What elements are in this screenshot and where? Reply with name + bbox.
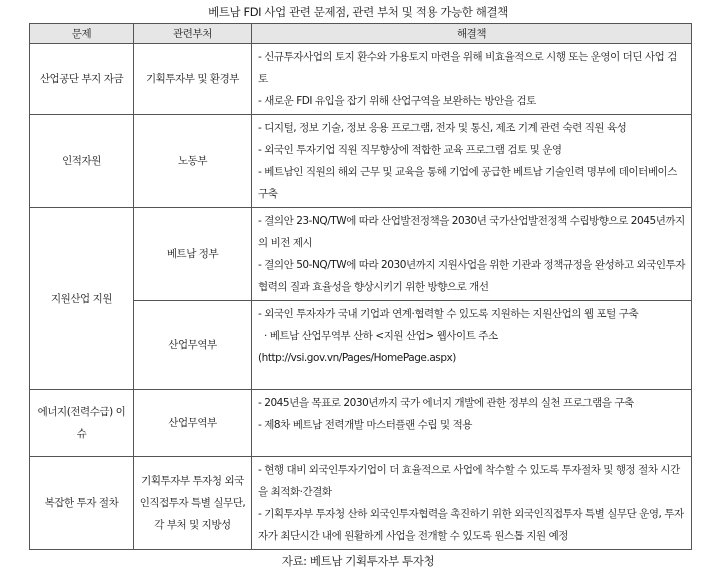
- solution-cell: [252, 301, 692, 390]
- problem-cell: 에너지(전력수급) 이슈: [30, 390, 134, 457]
- solution-item: - 기획투자부 투자청 산하 외국인투자협력을 촉진하기 위한 외국인직접투자 특별 실무단 운영, 투자자가 최단시간 내에 원활하게 사업을 전개할 수 있도록 원스톱 지원 예정: [258, 508, 684, 542]
- ministry-cell: 노동부: [134, 115, 252, 208]
- solution-item: - 새로운 FDI 유입을 잡기 위해 산업구역을 보완하는 방안을 검토: [258, 95, 536, 107]
- solution-item: - 베트남인 직원의 해외 근무 및 교육을 통해 기업에 공급한 베트남 기술인력 명부에 데이터베이스 구축: [258, 166, 677, 200]
- ministry-cell: 베트남 정부: [134, 208, 252, 301]
- ministry-cell: 기획투자부 투자청 외국인직접투자 특별 실무단, 각 부처 및 지방성: [134, 457, 252, 550]
- solution-cell: [252, 208, 692, 301]
- source-note: 자료: 베트남 기획투자부 투자청: [281, 554, 435, 568]
- solution-item: - 결의안 50-NQ/TW에 따라 2030년까지 지원사업을 위한 기관과 정책규정을 완성하고 외국인투자 협력의 질과 효율성을 향상시키기 위한 방향으로 개선: [258, 259, 686, 293]
- table-header-row: [30, 24, 692, 44]
- solution-item: - 외국인 투자자가 국내 기업과 연계·협력할 수 있도록 지원하는 지원산업의 웹 포털 구축: [258, 308, 639, 320]
- solution-cell: [252, 115, 692, 208]
- solution-item: - 제8차 베트남 전력개발 마스터플랜 수립 및 적용: [258, 419, 472, 431]
- solution-cell: [252, 457, 692, 550]
- solution-cell: [252, 44, 692, 115]
- table-caption: 베트남 FDI 사업 관련 문제점, 관련 부처 및 적용 가능한 해결책: [208, 5, 508, 19]
- header-problem: 문제: [30, 24, 134, 44]
- header-ministry: 관련부처: [134, 24, 252, 44]
- solution-cell: [252, 390, 692, 457]
- header-solution: 해결책: [252, 24, 692, 44]
- solution-url: (http://vsi.gov.vn/Pages/HomePage.aspx): [258, 352, 456, 364]
- table-row: [30, 390, 692, 457]
- ministry-cell: 산업무역부: [134, 301, 252, 390]
- ministry-cell: 기획투자부 및 환경부: [134, 44, 252, 115]
- problem-cell: 인적자원: [30, 115, 134, 208]
- table-row: [30, 208, 692, 301]
- table-row: [30, 457, 692, 550]
- table-row: [30, 44, 692, 115]
- solution-item: - 신규투자사업의 토지 환수와 가용토지 마련을 위해 비효율적으로 시행 또는 운영이 더딘 사업 검토: [258, 51, 677, 85]
- problem-cell: 지원산업 지원: [30, 208, 134, 390]
- problem-cell: 산업공단 부지 자금: [30, 44, 134, 115]
- solution-item: - 2045년을 목표로 2030년까지 국가 에너지 개발에 관한 정부의 실천 프로그램을 구축: [258, 397, 634, 409]
- solutions-table: [29, 23, 692, 550]
- solution-item: - 디지털, 정보 기술, 정보 응용 프로그램, 전자 및 통신, 제조 기계 관련 숙련 직원 육성: [258, 122, 627, 134]
- solution-item: - 결의안 23-NQ/TW에 따라 산업발전정책을 2030년 국가산업발전정책 수립방향으로 2045년까지의 비전 제시: [258, 215, 685, 249]
- solution-item: - 현행 대비 외국인투자기업이 더 효율적으로 사업에 착수할 수 있도록 투자절차 및 행정 절차 시간을 최적화·간결화: [258, 464, 680, 498]
- solution-subitem: · 베트남 산업무역부 산하 <지원 산업> 웹사이트 주소: [264, 330, 498, 342]
- problem-cell: 복잡한 투자 절차: [30, 457, 134, 550]
- solution-item: - 외국인 투자기업 직원 직무향상에 적합한 교육 프로그램 검토 및 운영: [258, 144, 562, 156]
- table-row: [30, 115, 692, 208]
- ministry-cell: 산업무역부: [134, 390, 252, 457]
